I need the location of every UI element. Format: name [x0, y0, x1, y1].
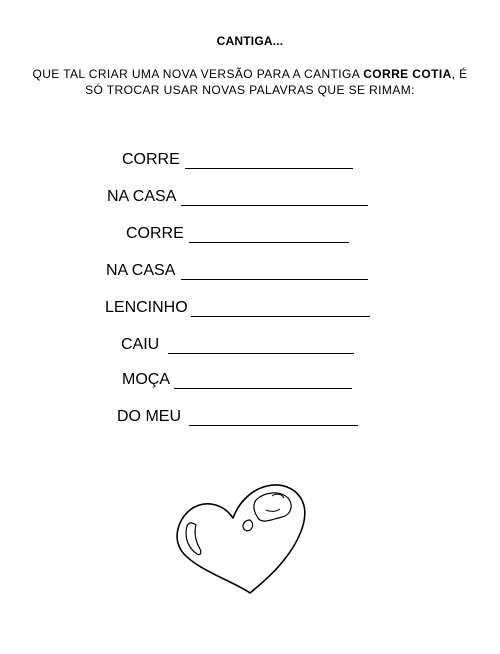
instructions-text-end: , É SÓ TROCAR USAR NOVAS PALAVRAS QUE SE RIMAM: — [85, 67, 468, 97]
verse-word: CORRE — [126, 225, 184, 242]
blank-line[interactable] — [174, 388, 352, 389]
page-title: CANTIGA... — [216, 34, 284, 48]
blank-line[interactable] — [185, 168, 353, 169]
song-name: CORRE COTIA — [363, 67, 452, 81]
blank-line[interactable] — [168, 353, 354, 354]
blank-line[interactable] — [181, 205, 368, 206]
blank-line[interactable] — [181, 279, 368, 280]
verse-word: LENCINHO — [105, 299, 188, 316]
verse-word: CORRE — [122, 151, 180, 168]
verse-word: DO MEU — [117, 408, 181, 425]
verse-word: CAIU — [121, 336, 160, 353]
blank-line[interactable] — [191, 316, 370, 317]
blank-line[interactable] — [189, 242, 349, 243]
instructions-text-start: QUE TAL CRIAR UMA NOVA VERSÃO PARA A CANTIGA — [32, 67, 364, 81]
verse-word: NA CASA — [106, 262, 176, 279]
verse-word: MOÇA — [122, 371, 170, 388]
blank-line[interactable] — [189, 425, 358, 426]
heart-icon — [170, 482, 320, 607]
verse-word: NA CASA — [107, 188, 177, 205]
instructions-paragraph — [24, 66, 476, 98]
